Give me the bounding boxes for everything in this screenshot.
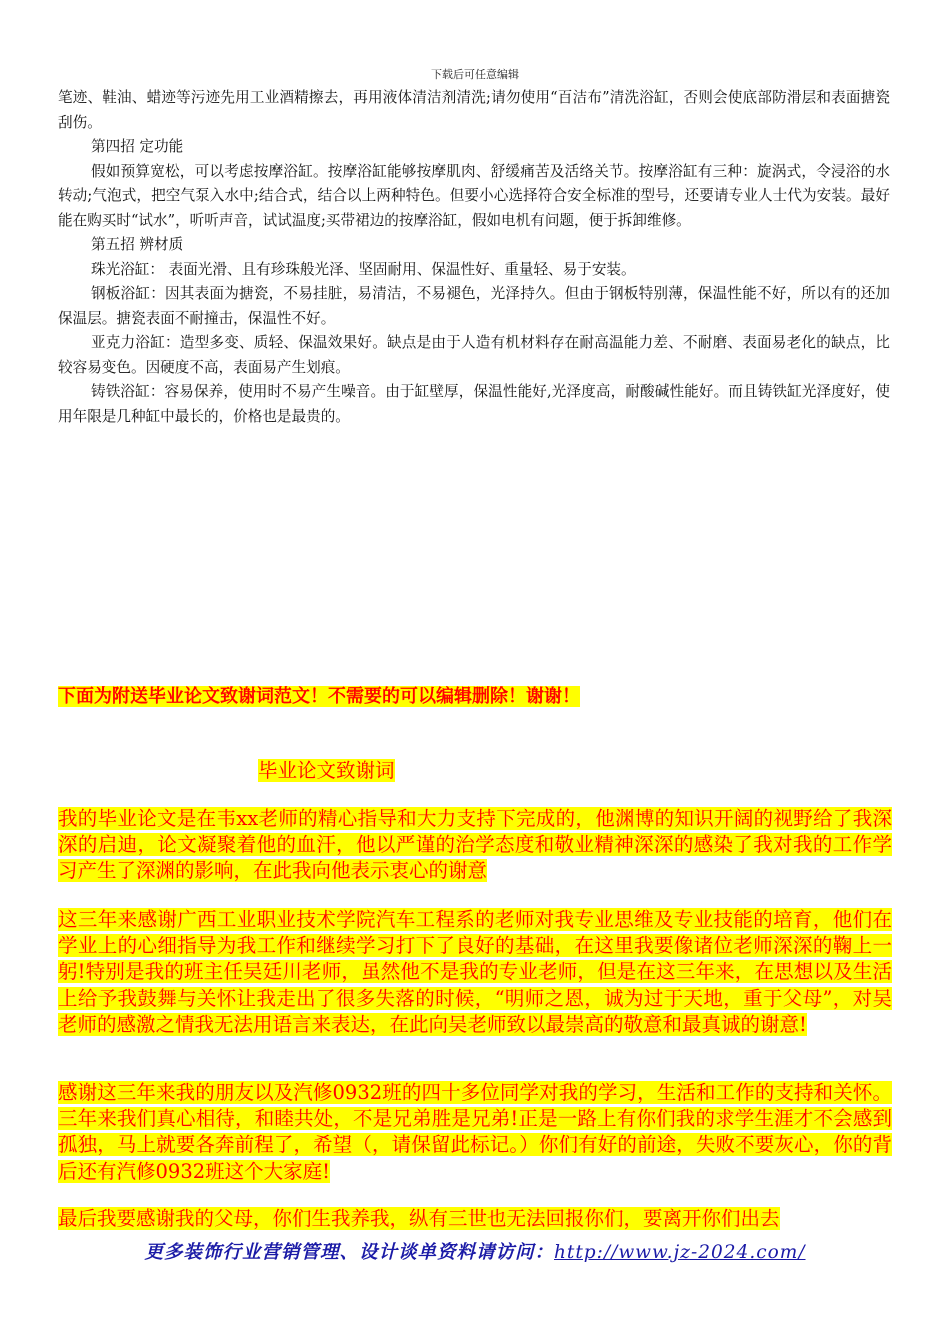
footer xyxy=(0,1238,950,1264)
footer-text: 更多装饰行业营销管理、设计谈单资料请访问： xyxy=(144,1242,554,1263)
heading-step-4: 第四招 定功能 xyxy=(91,138,184,155)
footer-link[interactable]: http://www.jz-2024.com/ xyxy=(554,1242,806,1263)
paragraph-acrylic-tub: 亚克力浴缸：造型多变、质轻、保温效果好。缺点是由于人造有机材料存在耐高温能力差、不耐磨、表面易老化的缺点，比较容易变色。因硬度不高，表面易产生划痕。 xyxy=(58,334,890,376)
paragraph-steel-tub: 钢板浴缸：因其表面为搪瓷，不易挂脏，易清洁，不易褪色，光泽持久。但由于钢板特别薄，保温性能不好，所以有的还加保温层。搪瓷表面不耐撞击，保温性不好。 xyxy=(58,285,890,327)
ack-paragraph-4: 最后我要感谢我的父母，你们生我养我，纵有三世也无法回报你们，要离开你们出去 xyxy=(58,1207,780,1230)
ack-paragraph-3: 感谢这三年来我的朋友以及汽修0932班的四十多位同学对我的学习，生活和工作的支持和关怀。三年来我们真心相待，和睦共处，不是兄弟胜是兄弟!正是一路上有你们我的求学生涯才不会感到孤独，马上就要各奔前程了，希望（，请保留此标记。）你们有好的前途，失败不要灰心，你的背后还有汽修0932班这个大家庭! xyxy=(58,1081,892,1183)
ack-paragraph-1: 我的毕业论文是在韦xx老师的精心指导和大力支持下完成的，他渊博的知识开阔的视野给了我深深的启迪，论文凝聚着他的血汗，他以严谨的治学态度和敬业精神深深的感染了我对我的工作学习产生了深渊的影响，在此我向他表示衷心的谢意 xyxy=(58,807,892,883)
paragraph-pearl-tub: 珠光浴缸： 表面光滑、且有珍珠般光泽、坚固耐用、保温性好、重量轻、易于安装。 xyxy=(91,260,636,278)
heading-step-5: 第五招 辨材质 xyxy=(91,236,184,253)
body-text xyxy=(58,86,890,429)
page-header: 下载后可任意编辑 xyxy=(431,68,519,81)
ack-paragraph-2: 这三年来感谢广西工业职业技术学院汽车工程系的老师对我专业思维及专业技能的培育，他们在学业上的心细指导为我工作和继续学习打下了良好的基础，在这里我要像诸位老师深深的鞠上一躬!特别是我的班主任吴廷川老师，虽然他不是我的专业老师，但是在这三年来，在思想以及生活上给予我鼓舞与关怀让我走出了很多失落的时候，“明师之恩，诚为过于天地，重于父母”，对吴老师的感激之情我无法用语言来表达，在此向吴老师致以最崇高的敬意和最真诚的谢意! xyxy=(58,908,892,1036)
appendix-notice: 下面为附送毕业论文致谢词范文！不需要的可以编辑删除！谢谢！ xyxy=(58,686,580,707)
paragraph-massage-tub: 假如预算宽松，可以考虑按摩浴缸。按摩浴缸能够按摩肌肉、舒缓痛苦及活络关节。按摩浴缸有三种：旋涡式，令浸浴的水转动;气泡式，把空气泵入水中;结合式，结合以上两种特色。但要小心选择符合安全标准的型号，还要请专业人士代为安装。最好能在购买时“试水”，听听声音，试试温度;买带裙边的按摩浴缸，假如电机有问题，便于拆卸维修。 xyxy=(58,162,890,229)
ack-title: 毕业论文致谢词 xyxy=(258,759,395,782)
paragraph-cleaning: 笔迹、鞋油、蜡迹等污迹先用工业酒精擦去，再用液体清洁剂清洗;请勿使用“百洁布”清洗浴缸，否则会使底部防滑层和表面搪瓷刮伤。 xyxy=(58,89,890,131)
paragraph-cast-iron-tub: 铸铁浴缸：容易保养，使用时不易产生噪音。由于缸壁厚，保温性能好,光泽度高，耐酸碱性能好。而且铸铁缸光泽度好，使用年限是几种缸中最长的，价格也是最贵的。 xyxy=(58,383,890,425)
